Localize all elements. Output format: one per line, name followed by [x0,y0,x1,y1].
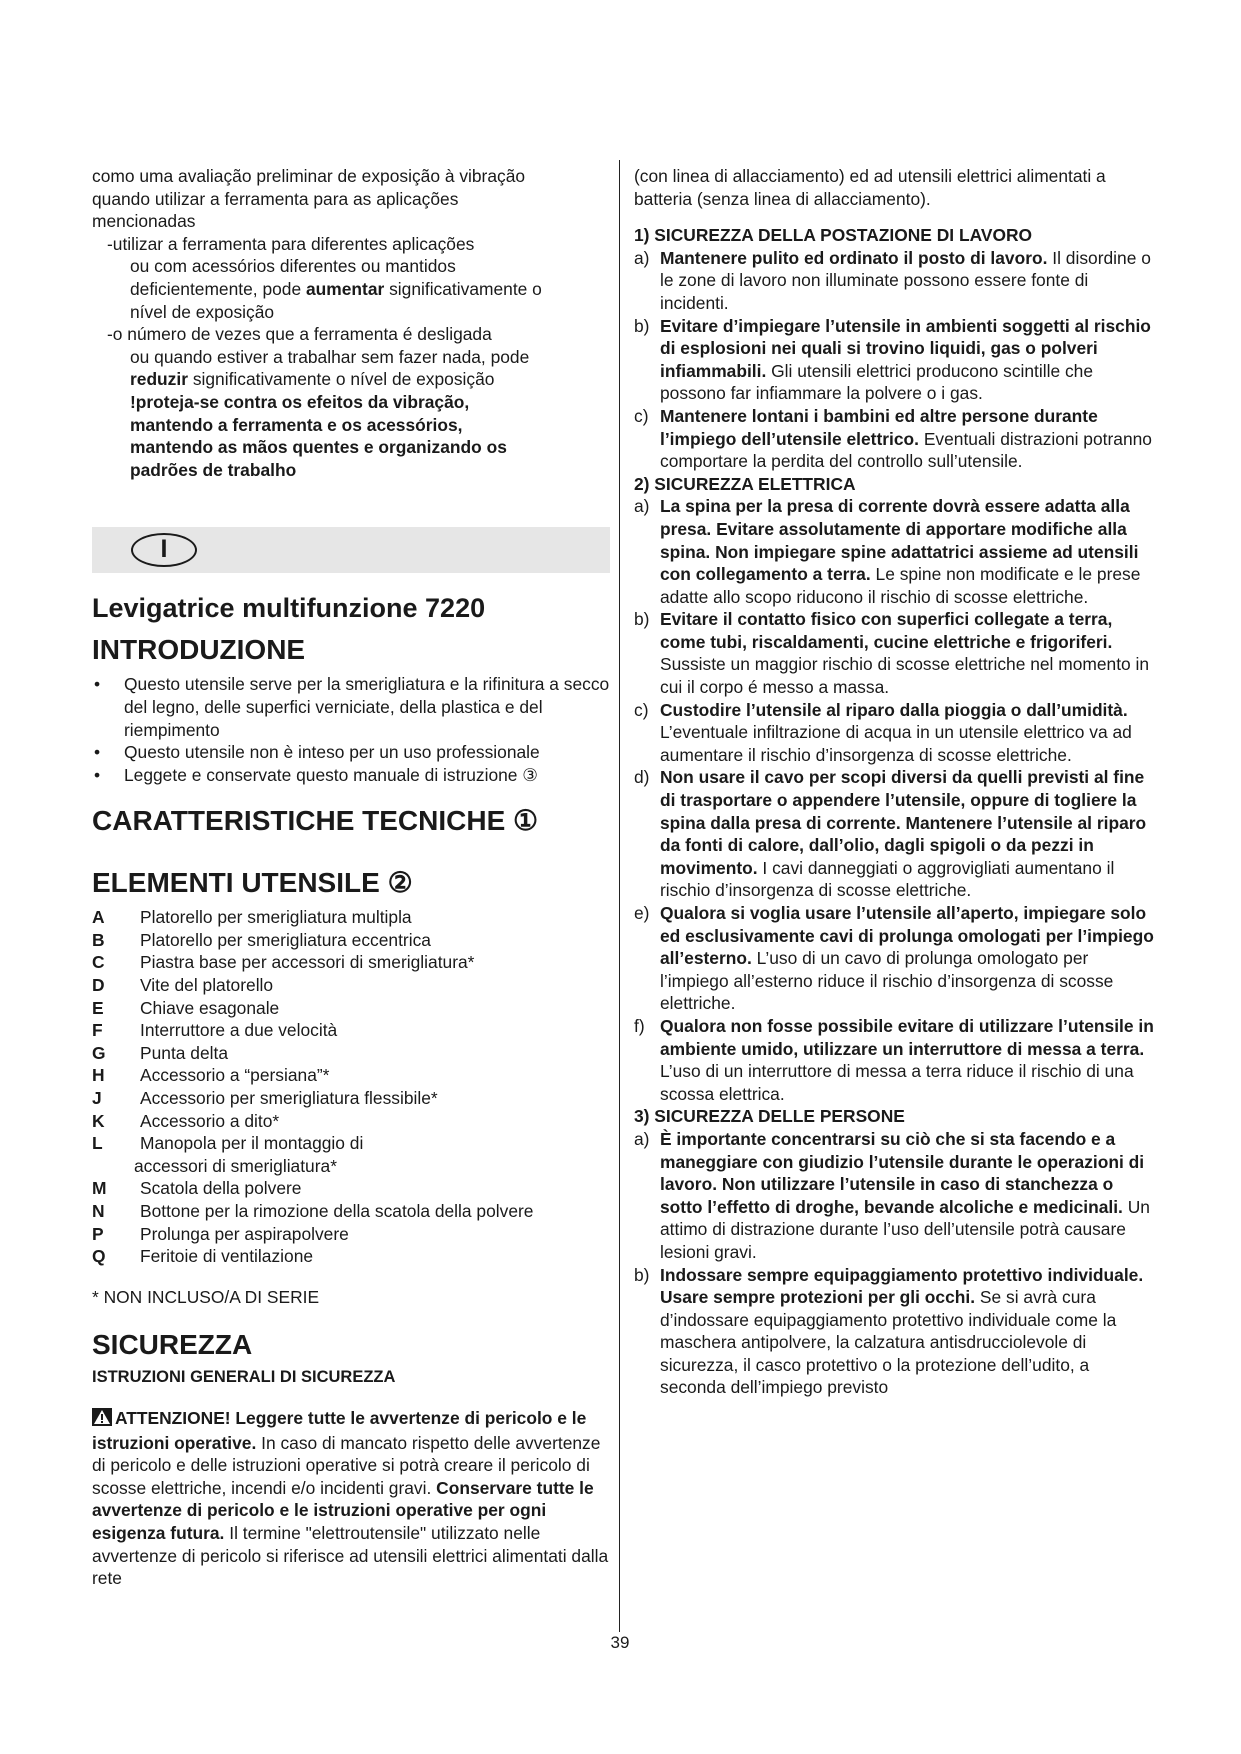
language-tab [92,527,610,573]
dash2-line: ou quando estiver a trabalhar sem fazer nada, pode [130,346,530,367]
protect-line: padrões de trabalho [130,459,297,480]
bullet-item: • Questo utensile non è inteso per un uso professionale [92,741,610,764]
part-item: D Vite del platorello [92,975,274,996]
continued-text: (con linea di allacciamento) ed ad utensili elettrici alimentati a batteria (senza linea di allacciamento). [634,166,1106,209]
right-column [634,165,1154,1399]
dash2-line: -o número de vezes que a ferramenta é desligada [107,324,492,345]
safety-subheading: ISTRUZIONI GENERALI DI SICUREZZA [92,1368,396,1387]
section-2-items [634,495,1154,1105]
part-item: C Piastra base per accessori di smerigliatura* [92,952,475,973]
part-item: Q Feritoie di ventilazione [92,1246,314,1267]
safety-heading: SICUREZZA [92,1329,253,1361]
part-item: E Chiave esagonale [92,997,280,1018]
rule-item: a) La spina per la presa di corrente dovrà essere adatta alla presa. Evitare assolutamente di apportare modifiche alla spina. Non impiegare spine adattatrici assieme ad utensili con collegamento a terra. Le spine non modificate e le prese adatte allo scopo riducono il rischio di scosse elettriche. [634,496,1141,607]
part-item: J Accessorio per smerigliatura flessibile* [92,1088,438,1109]
section-heading-2: 2) SICUREZZA ELETTRICA [634,473,856,494]
part-item: A Platorello per smerigliatura multipla [92,907,412,928]
intro-heading: INTRODUZIONE [92,634,306,666]
column-divider [619,160,620,1632]
intro-line: mencionadas [92,211,196,232]
part-item: G Punta delta [92,1042,228,1063]
left-column [92,165,610,1590]
tech-heading: CARATTERISTICHE TECNICHE ① [92,805,539,837]
rule-item: c) Mantenere lontani i bambini ed altre persone durante l’impiego dell’utensile elettrico. Eventuali distrazioni potranno comportare la perdita del controllo sull’utensile. [634,405,1152,472]
parts-list [92,906,610,1268]
part-item: M Scatola della polvere [92,1178,302,1199]
rule-item: f) Qualora non fosse possibile evitare di utilizzare l’utensile in ambiente umido, utilizzare un interruttore di messa a terra. L’uso di un interruttore di messa a terra riduce il rischio di una scossa elettrica. [634,1015,1154,1104]
section-3-items [634,1128,1154,1399]
language-badge: I [131,533,197,567]
part-item: L Manopola per il montaggio di [92,1133,364,1154]
protect-line: mantendo a ferramenta e os acessórios, [130,414,463,435]
rule-item: a) Mantenere pulito ed ordinato il posto di lavoro. Il disordine o le zone di lavoro non illuminate possono essere fonte di incidenti. [634,247,1151,313]
part-item: H Accessorio a “persiana”* [92,1065,330,1086]
dash1-line: deficientemente, pode aumentar significativamente o [130,278,542,299]
part-item: K Accessorio a dito* [92,1110,280,1131]
part-item: accessori di smerigliatura* [134,1155,337,1176]
rule-item: b) Indossare sempre equipaggiamento protettivo individuale. Usare sempre protezioni per gli occhi. Se si avrà cura d’indossare equipaggiamento protettivo individuale come la maschera antipolvere, la calzatura antisdrucciolevole di sicurezza, il casco protettivo o la protezione dell’udito, a seconda dell’impiego previsto [634,1264,1144,1398]
warning-paragraph: ATTENZIONE! Leggere tutte le avvertenze di pericolo e le istruzioni operative. In caso di mancato rispetto delle avvertenze di pericolo e delle istruzioni operative si potrà creare il pericolo di scosse elettriche, incendi e/o incidenti gravi. Conservare tutte le avvertenze di pericolo e le istruzioni operative per ogni esigenza futura. Il termine "elettroutensile" utilizzato nelle avvertenze di pericolo si riferisce ad utensili elettrici alimentati dalla rete [92,1407,609,1589]
rule-item: a) È importante concentrarsi su ciò che si sta facendo e a maneggiare con giudizio l’utensile durante le operazioni di lavoro. Non utilizzare l’utensile in caso di stanchezza o sotto l’effetto di droghe, bevande alcoliche e medicinali. Un attimo di distrazione durante l’uso dell’utensile potrà causare lesioni gravi. [634,1128,1150,1262]
part-item: N Bottone per la rimozione della scatola della polvere [92,1201,534,1221]
part-item: P Prolunga per aspirapolvere [92,1223,349,1244]
rule-item: b) Evitare il contatto fisico con superfici collegate a terra, come tubi, riscaldamenti, cucine elettriche e frigoriferi. Sussiste un maggior rischio di scosse elettriche nel momento in cui il corpo é messo a massa. [634,609,1150,698]
part-item: F Interruttore a due velocità [92,1020,338,1041]
bullet-item: • Questo utensile serve per la smerigliatura e la rifinitura a secco del legno, delle superfici verniciate, della plastica e del riempimento [92,673,610,741]
rule-item: d) Non usare il cavo per scopi diversi da quelli previsti al fine di trasportare o appendere l’utensile, oppure di togliere la spina dalla presa di corrente. Mantenere l’utensile al riparo da fonti di calore, dall’olio, dagli spigoli o da pezzi in movimento. I cavi danneggiati o aggrovigliati aumentano il rischio d’insorgenza di scosse elettriche. [634,767,1147,901]
section-1-items [634,247,1154,473]
section-heading-3: 3) SICUREZZA DELLE PERSONE [634,1106,905,1127]
page-number: 39 [610,1633,630,1652]
bullet-item: • Leggete e conservate questo manuale di istruzione ③ [92,764,610,787]
dash1-line: ou com acessórios diferentes ou mantidos [130,256,456,277]
intro-line: como uma avaliação preliminar de exposição à vibração [92,166,526,186]
protect-line: mantendo as mãos quentes e organizando os [130,437,507,458]
intro-bullets [92,673,610,786]
part-item: B Platorello per smerigliatura eccentrica [92,929,431,950]
warning-icon [92,1408,112,1432]
protect-line: !proteja-se contra os efeitos da vibração, [130,391,470,412]
intro-line: quando utilizar a ferramenta para as aplicações [92,188,459,209]
not-included-note: * NON INCLUSO/A DI SERIE [92,1286,320,1307]
rule-item: e) Qualora si voglia usare l’utensile all’aperto, impiegare solo ed esclusivamente cavi di prolunga omologati per l’impiego all’esterno. L’uso di un cavo di prolunga omologato per l’impiego all’esterno riduce il rischio d’insorgenza di scosse elettriche. [634,903,1154,1014]
dash2-line: reduzir significativamente o nível de exposição [130,369,495,390]
dash1-line: -utilizar a ferramenta para diferentes aplicações [107,233,475,254]
section-heading-1: 1) SICUREZZA DELLA POSTAZIONE DI LAVORO [634,225,1033,246]
product-title: Levigatrice multifunzione 7220 [92,593,486,624]
elements-heading: ELEMENTI UTENSILE ② [92,867,413,899]
rule-item: b) Evitare d’impiegare l’utensile in ambienti soggetti al rischio di esplosioni nei quali si trovino liquidi, gas o polveri infiammabili. Gli utensili elettrici producono scintille che possono far infiammare la polvere o i gas. [634,315,1151,404]
rule-item: c) Custodire l’utensile al riparo dalla pioggia o dall’umidità. L’eventuale infiltrazione di acqua in un utensile elettrico va ad aumentare il rischio d’insorgenza di scosse elettriche. [634,699,1132,765]
dash1-line: nível de exposição [130,301,275,322]
